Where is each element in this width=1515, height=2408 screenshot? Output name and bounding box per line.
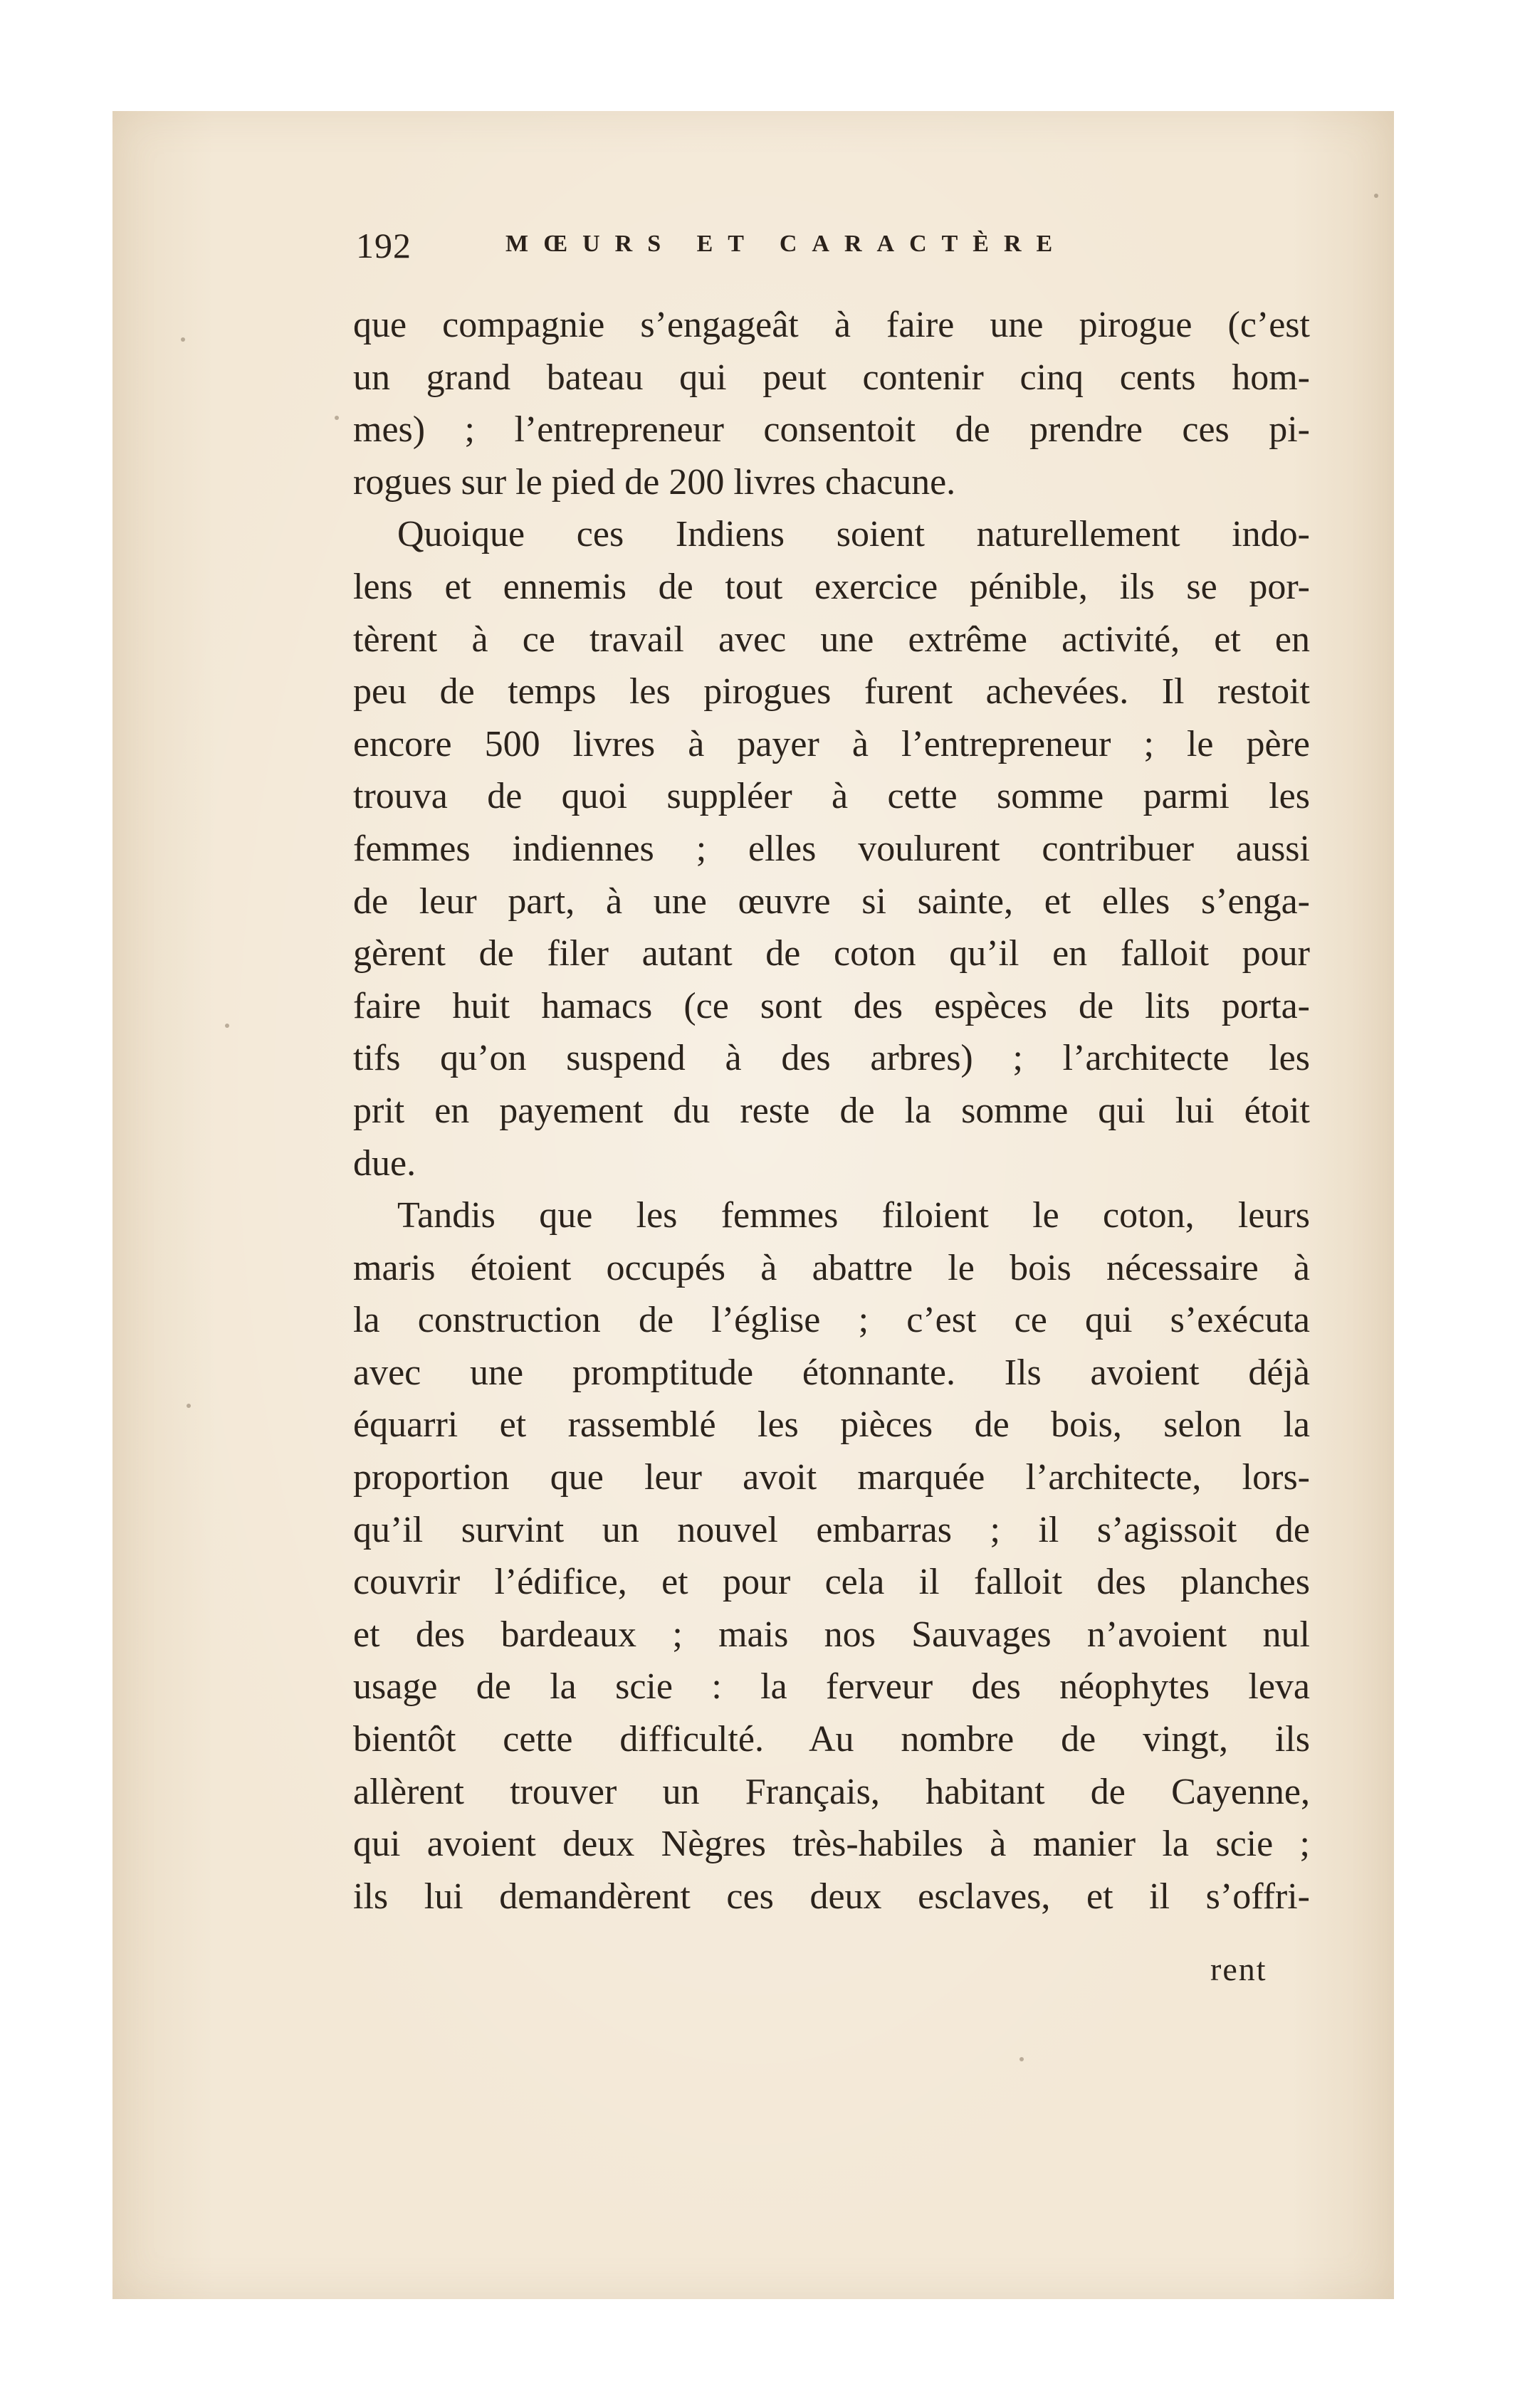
catchword: rent [1210,1951,1267,1987]
text-line: femmes indiennes ; elles voulurent contribuer aussi [353,828,1310,869]
text-line: Quoique ces Indiens soient naturellement indo- [397,514,1310,555]
text-line: tifs qu’on suspend à des arbres) ; l’architecte les [353,1038,1310,1079]
paper-speck [187,1404,191,1408]
text-line: lens et ennemis de tout exercice pénible, ils se por- [353,566,1310,607]
text-line: la construction de l’église ; c’est ce qui s’exécuta [353,1300,1310,1341]
paper-speck [181,337,185,342]
text-line: qui avoient deux Nègres très-habiles à manier la scie ; [353,1824,1310,1865]
text-line: bientôt cette difficulté. Au nombre de vingt, ils [353,1719,1310,1760]
paper-speck [225,1024,229,1028]
text-line: tèrent à ce travail avec une extrême activité, et en [353,619,1310,660]
text-line: peu de temps les pirogues furent achevées. Il restoit [353,671,1310,713]
text-line: faire huit hamacs (ce sont des espèces de lits porta- [353,985,1310,1026]
text-line: couvrir l’édifice, et pour cela il falloit des planches [353,1562,1310,1603]
text-line: rogues sur le pied de 200 livres chacune. [353,461,956,503]
text-line: usage de la scie : la ferveur des néophytes leva [353,1666,1310,1708]
paper-speck [1019,2057,1024,2061]
text-line: un grand bateau qui peut contenir cinq cents hom- [353,357,1310,398]
text-line: proportion que leur avoit marquée l’architecte, lors- [353,1457,1310,1498]
text-line: et des bardeaux ; mais nos Sauvages n’avoient nul [353,1614,1310,1655]
paper-speck [1374,194,1378,198]
text-line: due. [353,1142,416,1184]
text-line: qu’il survint un nouvel embarras ; il s’agissoit de [353,1509,1310,1550]
text-line: prit en payement du reste de la somme qui lui étoit [353,1090,1310,1131]
running-head [356,225,1160,268]
text-line: allèrent trouver un Français, habitant de Cayenne, [353,1771,1310,1812]
text-line: encore 500 livres à payer à l’entrepreneur ; le père [353,723,1310,764]
page-number: 192 [356,226,411,265]
running-title: MŒURS ET CARACTÈRE [505,231,1068,257]
text-line: maris étoient occupés à abattre le bois nécessaire à [353,1247,1310,1288]
text-line: avec une promptitude étonnante. Ils avoient déjà [353,1352,1310,1393]
text-line: mes) ; l’entrepreneur consentoit de prendre ces pi- [353,409,1310,451]
text-line: gèrent de filer autant de coton qu’il en falloit pour [353,933,1310,974]
text-line: trouva de quoi suppléer à cette somme parmi les [353,776,1310,817]
text-line: Tandis que les femmes filoient le coton, leurs [397,1195,1310,1236]
text-line: équarri et rassemblé les pièces de bois, selon la [353,1404,1310,1446]
text-line: ils lui demandèrent ces deux esclaves, et il s’offri- [353,1876,1310,1917]
body-text [353,299,1310,1923]
text-line: de leur part, à une œuvre si sainte, et elles s’enga- [353,880,1310,922]
paper-speck [335,416,339,420]
text-line: que compagnie s’engageât à faire une pirogue (c’est [353,305,1310,345]
